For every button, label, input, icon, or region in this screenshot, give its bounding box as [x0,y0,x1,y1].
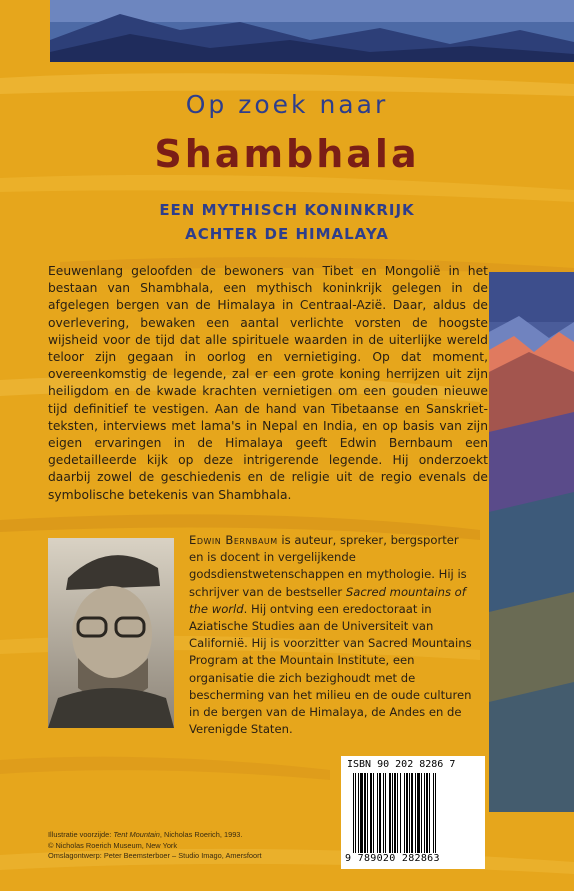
author-bio-part2: . Hij ontving een eredoctoraat in Aziatische Studies aan de Universiteit van Californië. Hij is voorzitter van Sacred Mountains Program at the Mountain Institute, een organisatie die zich bezighoudt met de bescherming van het milieu en de oude culturen in de bergen van de Himalaya, de Andes en de Verenigde Staten. [189,601,472,737]
barcode-bar [394,773,396,853]
barcode-bar [429,773,430,853]
barcode-bar [360,773,363,853]
blurb-text: Eeuwenlang geloofden de bewoners van Tibet en Mongolië in het bestaan van Shambhala, een mythisch koninkrijk gelegen in de afgelegen bergen van de Himalaya in Centraal-Azië. Daar, aldus de overlevering, bewaken een aantal verlichte vorsten de hoogste wijsheid voor de tijd dat alle spirituele waarden in de uiterlijke wereld teloor zijn gegaan in oorlog en vernietiging. Op dat moment, overeenkomstig de legende, zal er een grote koning herrijzen uit zijn heiligdom en de kwade krachten vernietigen om een gouden nieuwe tijd definitief te vestigen. Aan de hand van Tibetaanse en Sanskriet-teksten, interviews met lama's in Nepal en India, en op basis van zijn eigen ervaringen in de Himalaya geeft Edwin Bernbaum een gedetailleerde kijk op deze intrigerende legende. Hij onderzoekt daarbij zowel de geschiedenis en de religie uit de regio evenals de symbolische betekenis van Shambhala. [48,264,488,502]
isbn-label: ISBN 90 202 8286 7 [347,759,456,770]
ean-number: 9 789020 282863 [345,853,440,864]
isbn-barcode [341,756,485,869]
barcode-bar [385,773,386,853]
subtitle-line-2: ACHTER DE HIMALAYA [185,225,389,243]
barcode-bar [424,773,425,853]
barcode-bar [358,773,359,853]
barcode-bar [417,773,420,853]
barcode-bar [415,773,416,853]
author-bio-part1: is auteur, spreker, bergsporter en is docent in vergelijkende godsdienstwetenschappen en mythologie. Hij is schrijver van de bestseller [189,533,467,599]
author-bio [189,532,474,738]
subtitle-line-1: EEN MYTHISCH KONINKRIJK [159,201,415,219]
barcode-bar [377,773,378,853]
barcode-bar [367,773,368,853]
barcode-bar [373,773,374,853]
barcode-bar [392,773,393,853]
barcode-bar [435,773,436,853]
design-credit: Omslagontwerp: Peter Beemsterboer – Studio Imago, Amersfoort [48,851,262,860]
barcode-bar [421,773,422,853]
top-mountain-painting [50,0,574,62]
barcode-bar [379,773,381,853]
barcode-bar [400,773,401,853]
barcode-bar [406,773,408,853]
barcode-bar [355,773,356,853]
barcode-bar [389,773,391,853]
barcode-bar [426,773,428,853]
barcode-bar [364,773,366,853]
illustration-rest: , Nicholas Roerich, 1993. [159,830,243,839]
illustration-prefix: Illustratie voorzijde: [48,830,114,839]
barcode-bar [411,773,413,853]
author-name: Edwin Bernbaum [189,533,278,547]
barcode-bar [383,773,384,853]
title-line-1: Op zoek naar [185,90,389,119]
barcode-bar [433,773,434,853]
side-mountain-painting [489,272,574,812]
copyright-credit: © Nicholas Roerich Museum, New York [48,840,178,850]
credits [48,830,338,862]
barcode-bar [370,773,372,853]
barcode-bar [353,773,354,853]
barcode-bar [404,773,405,853]
illustration-credit [48,830,338,841]
barcode-bar [409,773,410,853]
author-photo [48,538,174,728]
illustration-title: Tent Mountain [113,830,160,839]
title-line-2: Shambhala [154,132,420,176]
barcode-bars [353,773,475,853]
subtitle [0,198,574,246]
author-book-title: Sacred mountains of the world [189,584,466,616]
barcode-bar [397,773,398,853]
